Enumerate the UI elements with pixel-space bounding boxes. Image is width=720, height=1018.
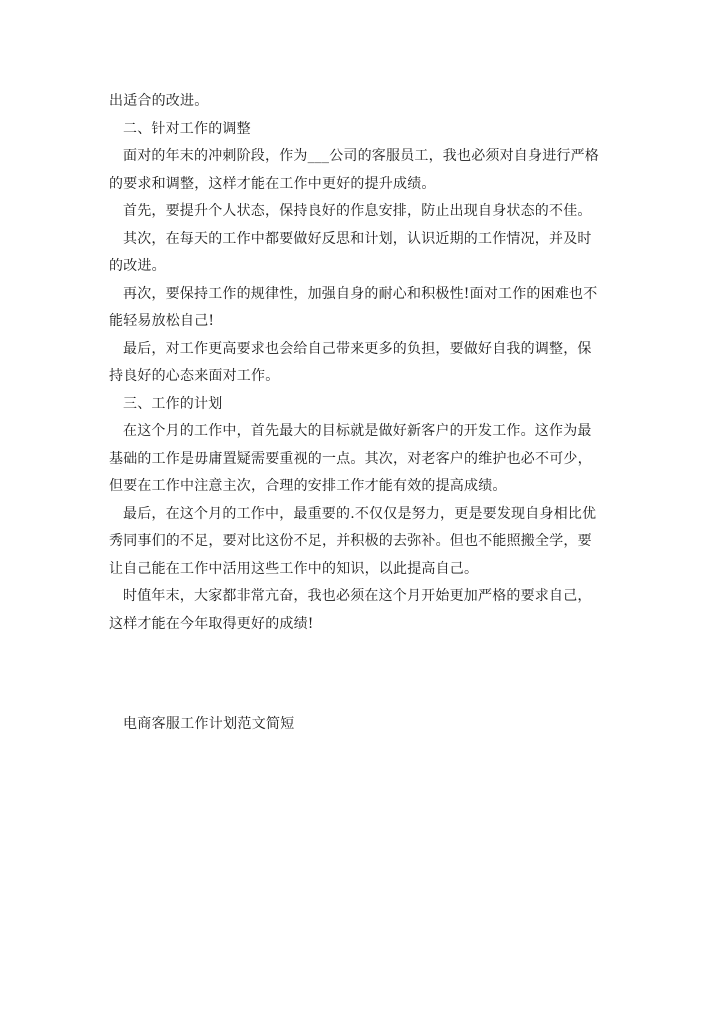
document-body	[109, 88, 619, 638]
section-heading: 二、针对工作的调整	[123, 120, 251, 137]
text-line: 但要在工作中注意主次，合理的安排工作才能有效的提高成绩。	[109, 478, 507, 494]
text-line: 再次，要保持工作的规律性，加强自身的耐心和积极性!面对工作的困难也不	[123, 285, 598, 302]
text-line: 出适合的改进。	[109, 93, 209, 109]
text-line: 的改进。	[109, 258, 166, 274]
text-line: 能轻易放松自己!	[109, 313, 215, 329]
section-heading: 三、工作的计划	[123, 395, 223, 412]
text-line: 其次，在每天的工作中都要做好反思和计划，认识近期的工作情况，并及时	[123, 230, 592, 247]
text-line: 时值年末，大家都非常亢奋，我也必须在这个月开始更加严格的要求自己，	[123, 588, 592, 604]
text-line: 最后，在这个月的工作中，最重要的.不仅仅是努力，更是要发现自身相比优	[123, 505, 597, 522]
text-line: 持良好的心态来面对工作。	[109, 368, 280, 384]
text-line: 面对的年末的冲刺阶段，作为___公司的客服员工，我也必须对自身进行严格	[123, 148, 599, 164]
text-line: 在这个月的工作中，首先最大的目标就是做好新客户的开发工作。这作为最	[123, 423, 592, 439]
next-document-title: 电商客服工作计划范文简短	[123, 716, 295, 732]
text-line: 最后，对工作更高要求也会给自己带来更多的负担，要做好自我的调整，保	[123, 340, 592, 357]
text-line: 基础的工作是毋庸置疑需要重视的一点。其次，对老客户的维护也必不可少，	[109, 450, 592, 467]
text-line: 首先，要提升个人状态，保持良好的作息安排，防止出现自身状态的不佳。	[123, 203, 592, 219]
text-line: 秀同事们的不足，要对比这份不足，并积极的去弥补。但也不能照搬全学，要	[109, 533, 592, 549]
text-line: 让自己能在工作中活用这些工作中的知识，以此提高自己。	[109, 560, 479, 577]
text-line: 这样才能在今年取得更好的成绩!	[109, 615, 314, 632]
text-line: 的要求和调整，这样才能在工作中更好的提升成绩。	[109, 175, 436, 192]
